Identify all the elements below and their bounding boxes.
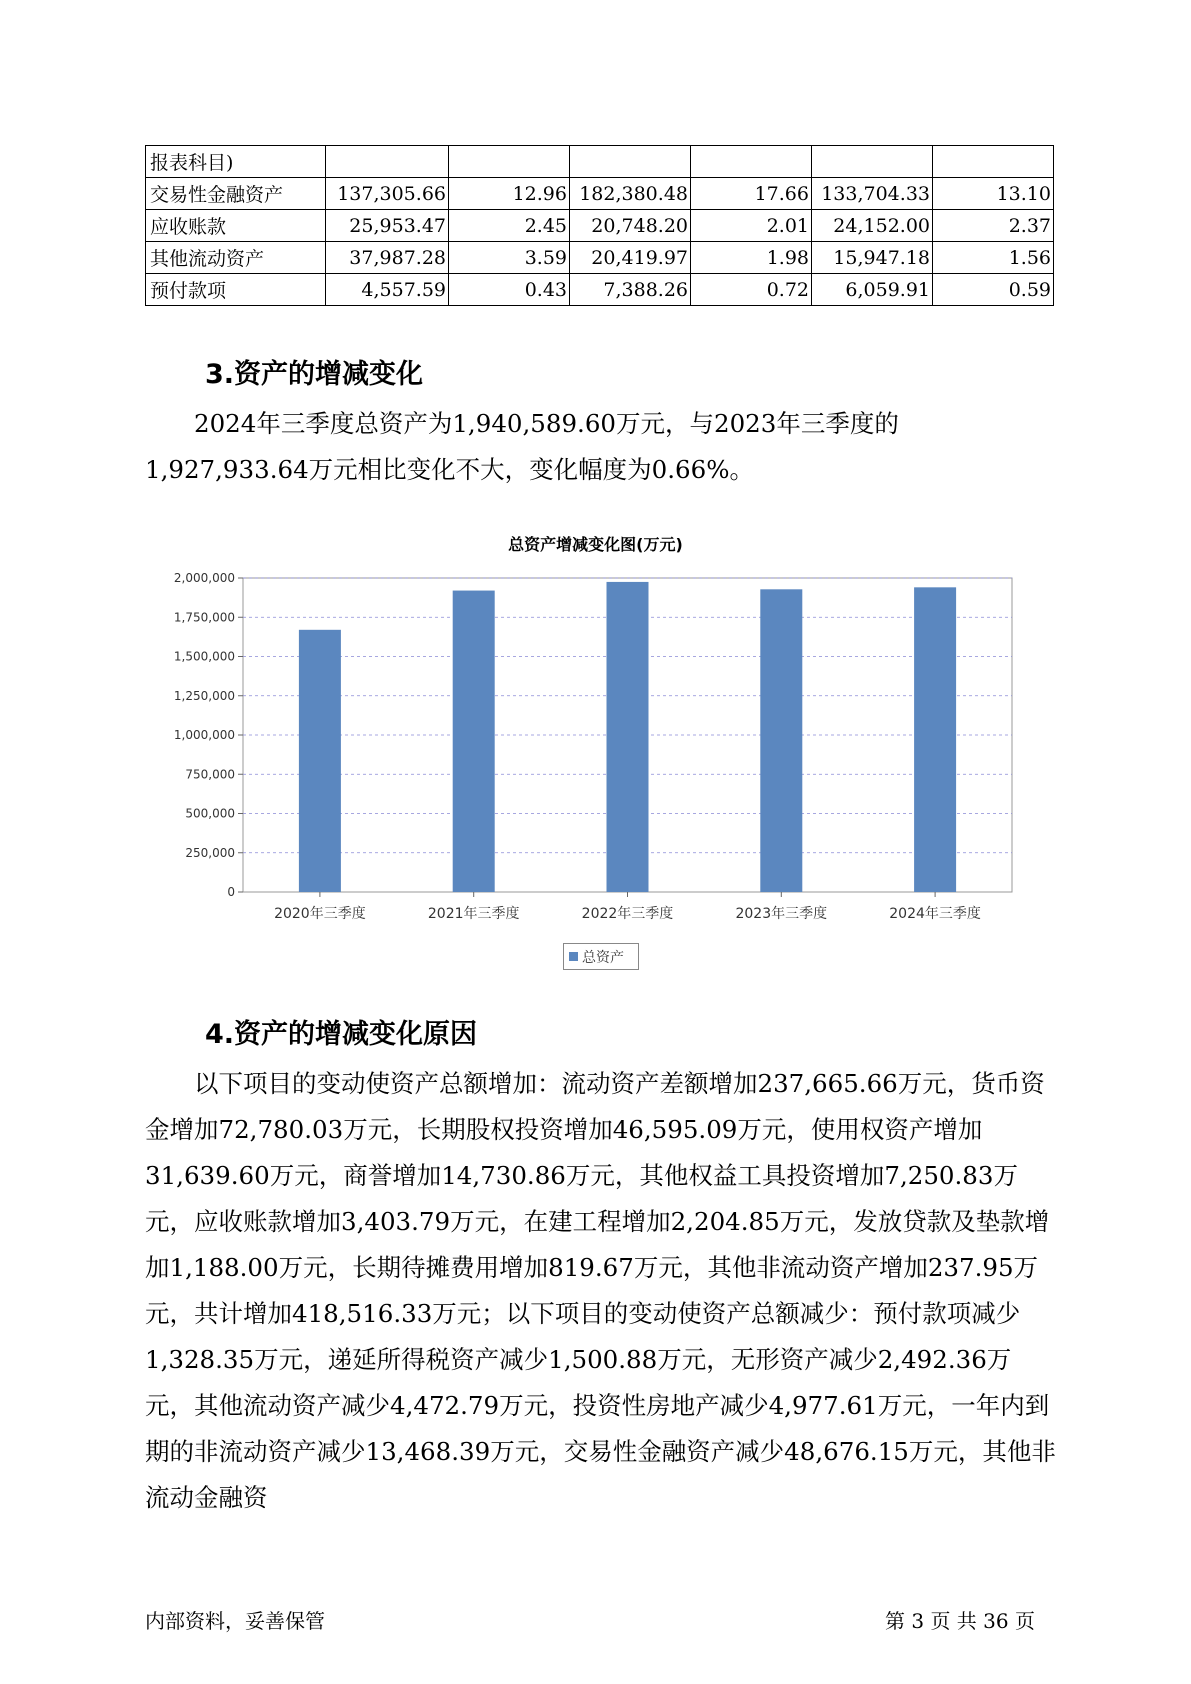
y-tick-label: 1,750,000 [173,610,235,625]
bar [607,582,649,892]
table-cell: 0.59 [933,274,1054,306]
y-tick-label: 2,000,000 [173,571,235,585]
bar [914,587,956,892]
row-label: 应收账款 [146,210,326,242]
y-tick-label: 500,000 [185,806,235,821]
table-cell: 3.59 [449,242,570,274]
section-3-heading: 3.资产的增减变化 [205,359,424,390]
x-tick-label: 2024年三季度 [889,906,981,922]
table-cell: 2.01 [691,210,812,242]
table-cell: 13.10 [933,178,1054,210]
bar [760,589,802,892]
table-cell: 2.37 [933,210,1054,242]
table-cell: 25,953.47 [326,210,449,242]
section-3-paragraph: 2024年三季度总资产为1,940,589.60万元，与2023年三季度的1,927,933.64万元相比变化不大，变化幅度为0.66%。 [145,409,899,484]
table-cell: 182,380.48 [570,178,691,210]
x-tick-label: 2022年三季度 [581,906,674,922]
table-cell: 24,152.00 [812,210,933,242]
table-cell: 20,748.20 [570,210,691,242]
table-cell: 12.96 [449,178,570,210]
chart-legend [563,943,639,970]
row-label: 其他流动资产 [146,242,326,274]
x-tick-label: 2021年三季度 [427,906,520,922]
y-tick-label: 1,500,000 [173,649,235,664]
y-tick-label: 0 [227,885,235,899]
table-cell: 7,388.26 [570,274,691,306]
y-tick-label: 250,000 [185,845,235,860]
table-cell: 2.45 [449,210,570,242]
bar [453,591,495,892]
table-cell: 137,305.66 [326,178,449,210]
table-cell: 1.56 [933,242,1054,274]
table-cell: 133,704.33 [812,178,933,210]
table-cell: 17.66 [691,178,812,210]
table-cell: 0.43 [449,274,570,306]
section-4-heading: 4.资产的增减变化原因 [205,1019,478,1050]
footer-page-number: 第 3 页 共 36 页 [885,1609,1035,1633]
table-cell: 37,987.28 [326,242,449,274]
y-tick-label: 1,250,000 [173,688,235,703]
y-tick-label: 1,000,000 [173,728,235,742]
table-cell: 20,419.97 [570,242,691,274]
table-cell: 1.98 [691,242,812,274]
table-cell: 4,557.59 [326,274,449,306]
legend-label: 总资产 [582,949,624,966]
y-tick-label: 750,000 [185,767,235,782]
legend-swatch [569,952,578,961]
table-cell: 15,947.18 [812,242,933,274]
x-tick-label: 2020年三季度 [274,906,366,922]
table-cell: 0.72 [691,274,812,306]
section-4-paragraph: 以下项目的变动使资产总额增加：流动资产差额增加237,665.66万元，货币资金增加72,780.03万元，长期股权投资增加46,595.09万元，使用权资产增加31,639.60万元，商誉增加14,730.86万元，其他权益工具投资增加7,250.83万元，应收账款增加3,403.79万元，在建工程增加2,204.85万元，发放贷款及垫款增加1,188.00万元，长期待摊费用增加819.67万元，其他非流动资产增加237.95万元，共计增加418,516.33万元；以下项目的变动使资产总额减少：预付款项减少1,328.35万元，递延所得税资产减少1,500.88万元，无形资产减少2,492.36万元，其他流动资产减少4,472.79万元，投资性房地产减少4,977.61万元，一年内到期的非流动资产减少13,468.39万元，交易性金融资产减少48,676.15万元，其他非流动金融资 [145,1069,1056,1512]
bar [299,630,341,892]
chart-title: 总资产增减变化图(万元) [508,535,683,554]
table-cell: 6,059.91 [812,274,933,306]
footer-confidential: 内部资料，妥善保管 [145,1609,325,1633]
row-label: 报表科目) [146,146,326,178]
x-tick-label: 2023年三季度 [735,906,828,922]
row-label: 预付款项 [146,274,326,306]
row-label: 交易性金融资产 [146,178,326,210]
